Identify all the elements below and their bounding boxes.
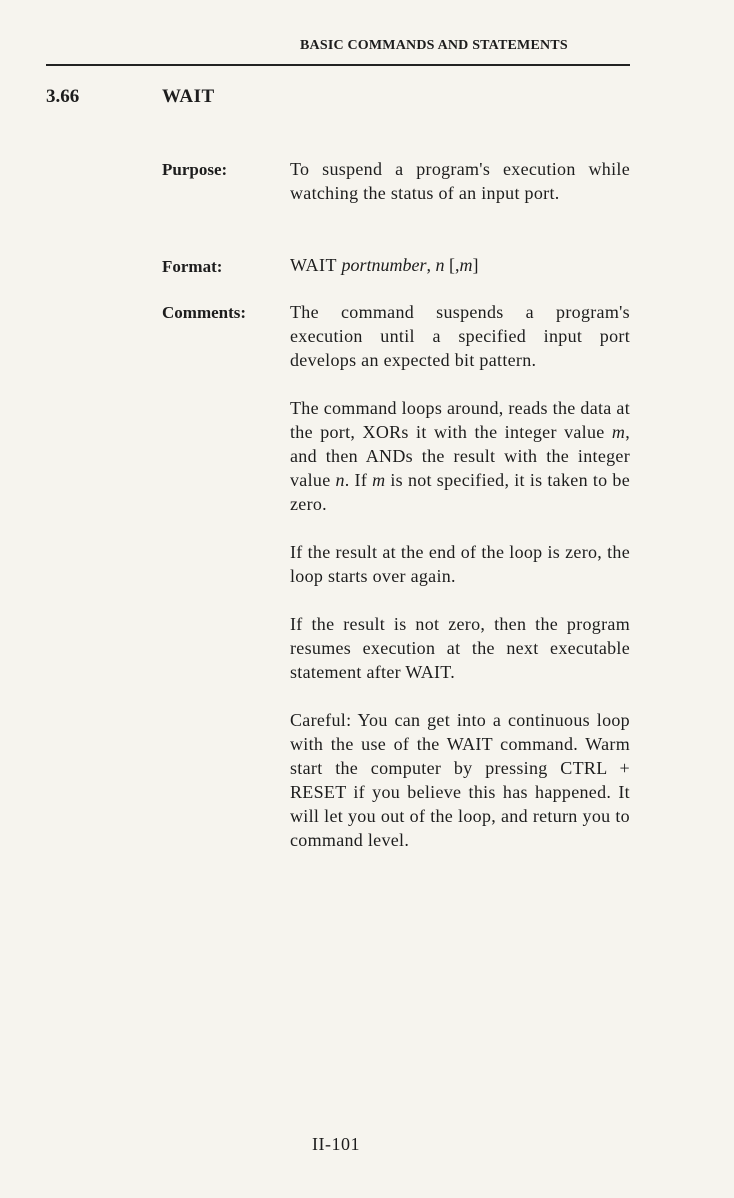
purpose-text <box>290 157 630 229</box>
comments-paragraph-4: If the result is not zero, then the program resumes execution at the next executable statement after WAIT. <box>290 614 630 682</box>
purpose-label: Purpose: <box>162 160 228 179</box>
loop-text-4: is not specified, it is taken to be zero. <box>290 470 630 514</box>
format-optional-open: [, <box>444 255 460 275</box>
loop-text-3: . If <box>344 470 373 490</box>
comments-paragraph-3: If the result at the end of the loop is zero, the loop starts over again. <box>290 542 630 586</box>
comments-paragraph-5: Careful: You can get into a continuous loop with the use of the WAIT command. Warm start the computer by pressing CTRL + RESET if you believe this has happened. It will let you out of the loop, and return you to command level. <box>290 710 630 850</box>
var-m: m <box>611 422 626 442</box>
comments-text <box>290 300 630 876</box>
page-number: II-101 <box>312 1134 360 1154</box>
var-n: n <box>335 470 345 490</box>
loop-text-1: The command loops around, reads the data at the port, XORs it with the integer value <box>290 398 630 442</box>
var-m-2: m <box>372 470 386 490</box>
format-arg-n: n <box>435 255 445 275</box>
section-title: WAIT <box>162 86 215 107</box>
format-separator: , <box>426 255 436 275</box>
format-syntax <box>290 255 478 276</box>
comments-paragraph-1: The command suspends a program's execution until a specified input port develops an expected bit pattern. <box>290 302 630 370</box>
running-head: BASIC COMMANDS AND STATEMENTS <box>300 38 568 53</box>
format-arg-m: m <box>459 255 473 275</box>
loop-text-2: , and then ANDs the result with the integer value <box>290 422 630 490</box>
header-rule <box>46 64 630 66</box>
format-optional-close: ] <box>472 255 479 275</box>
section-number: 3.66 <box>46 86 80 107</box>
format-command: WAIT <box>290 255 337 275</box>
format-label: Format: <box>162 257 223 276</box>
comments-label: Comments: <box>162 303 247 322</box>
format-arg-portnumber: portnumber <box>341 255 427 275</box>
comments-paragraph-2 <box>290 396 630 516</box>
purpose-paragraph: To suspend a program's execution while watching the status of an input port. <box>290 159 630 203</box>
